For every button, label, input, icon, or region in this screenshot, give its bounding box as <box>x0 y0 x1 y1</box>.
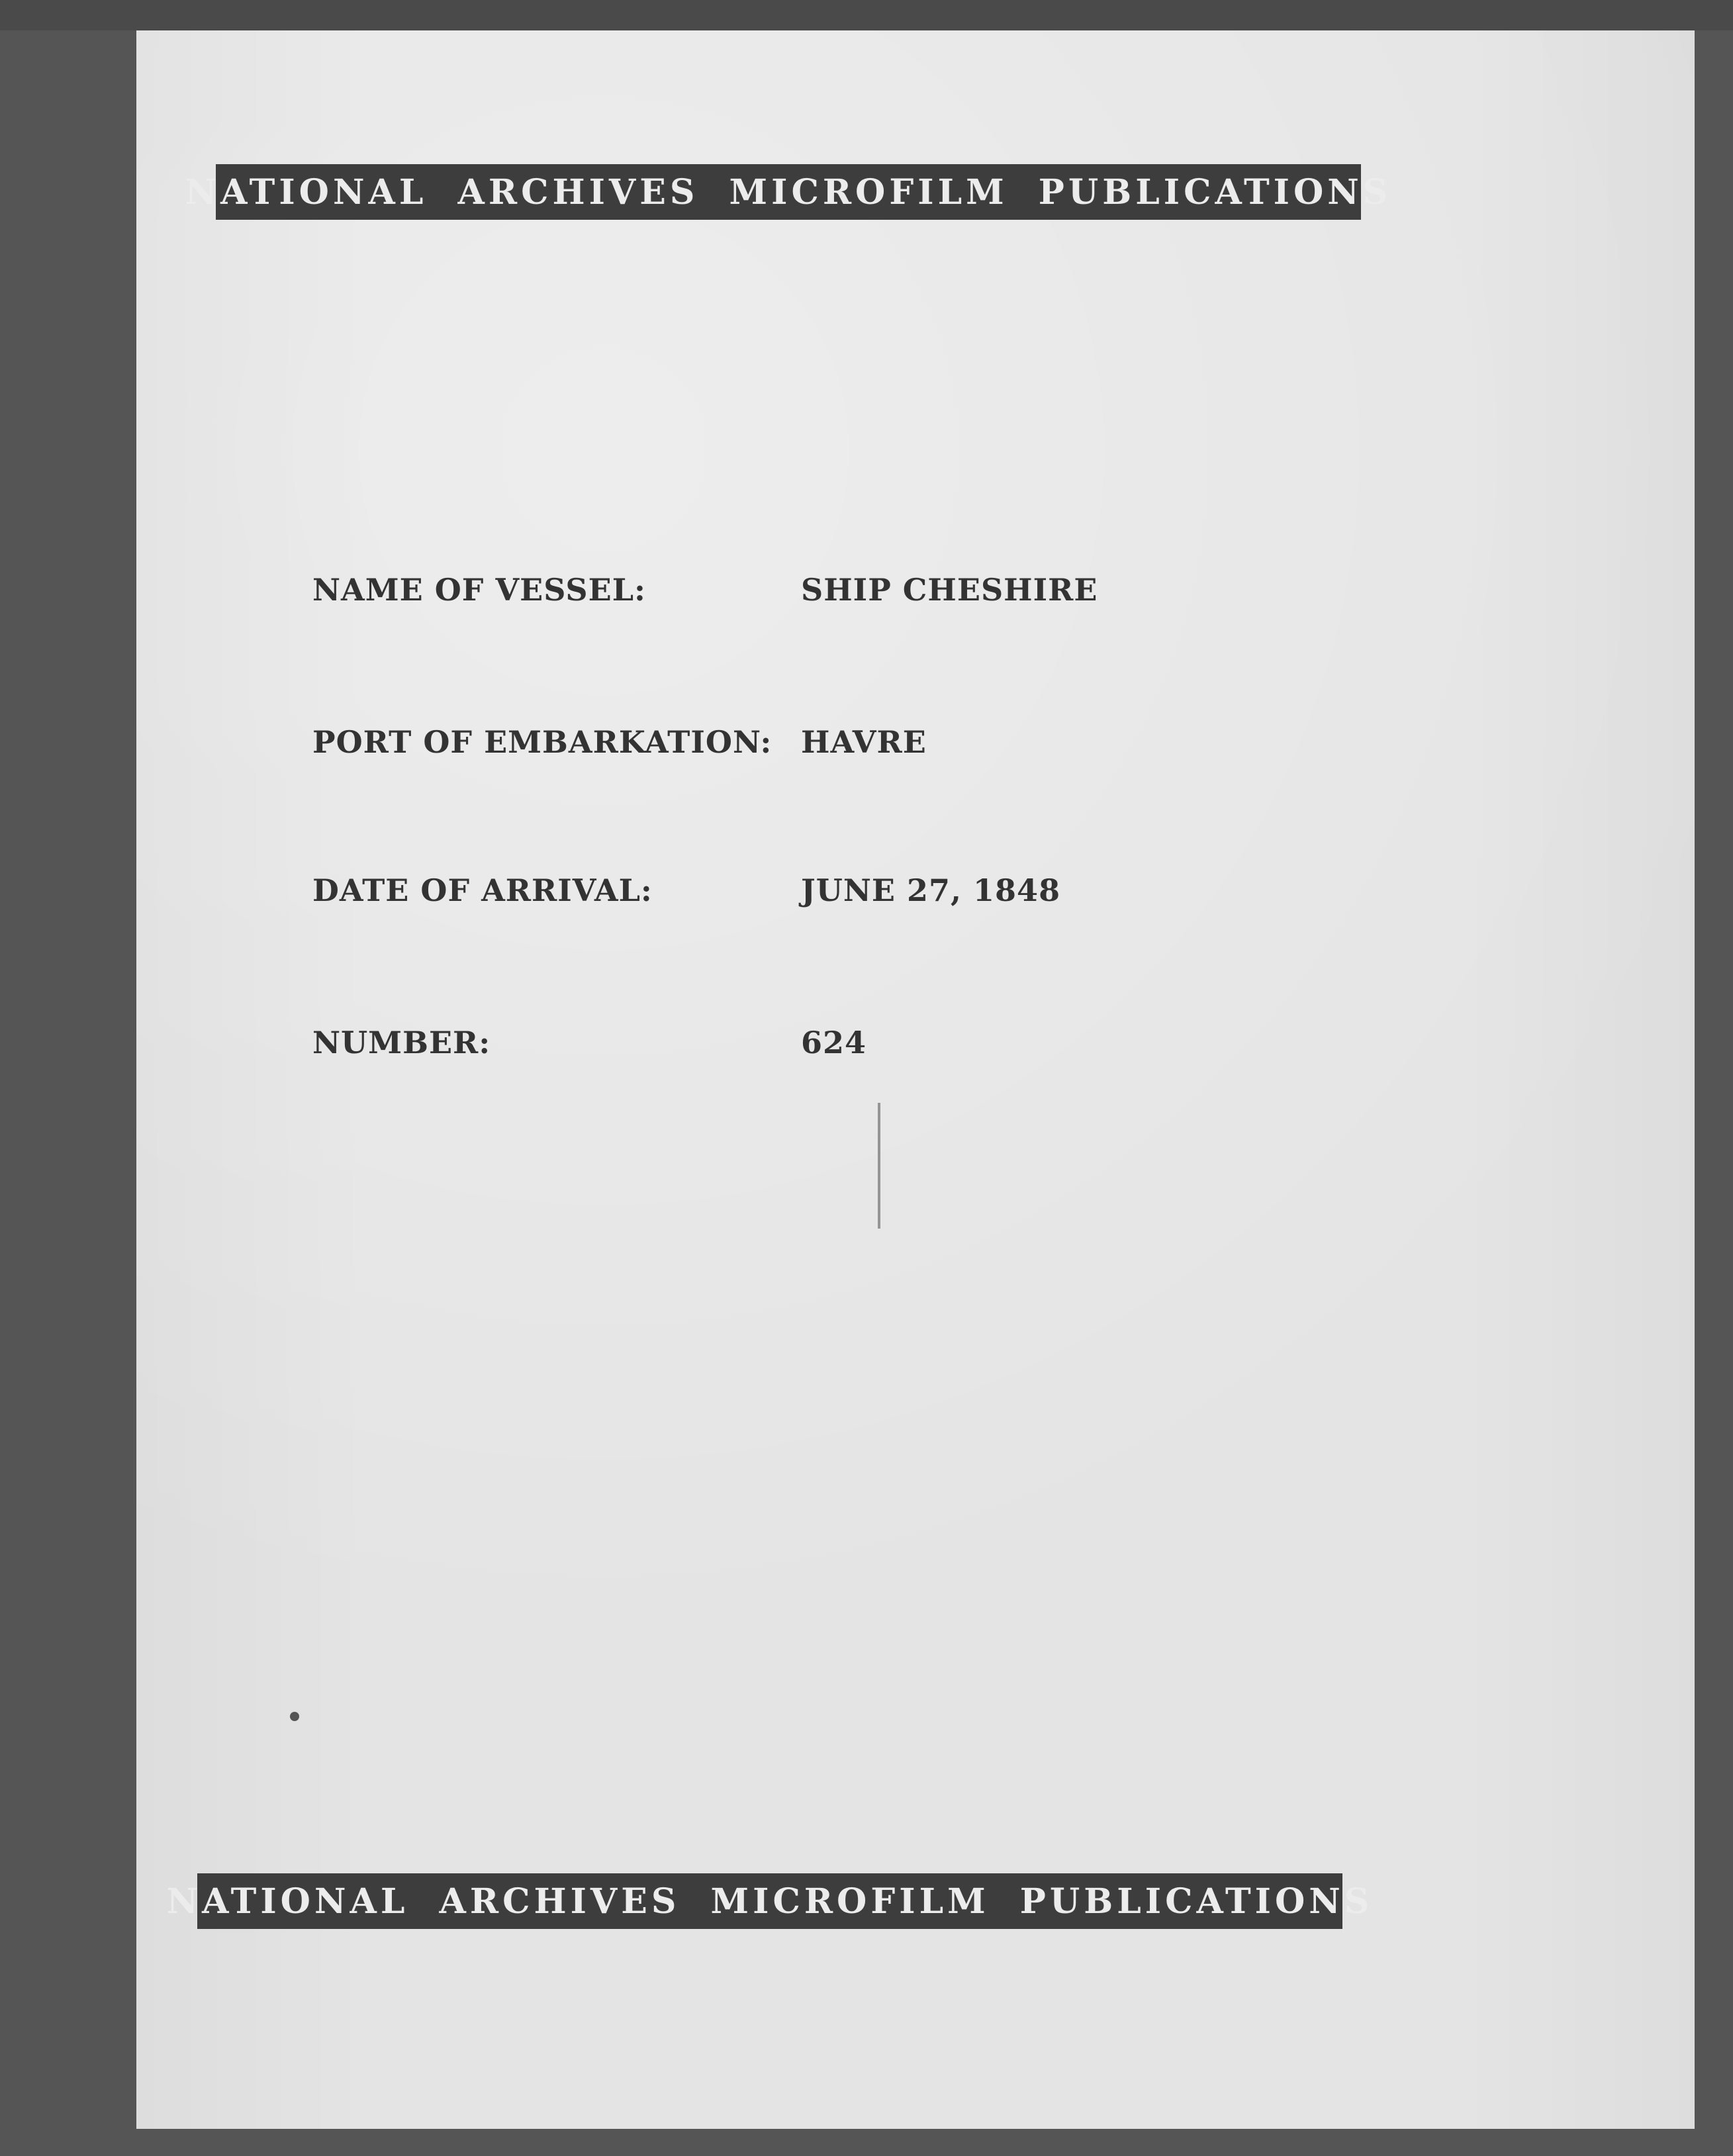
number-label: NUMBER: <box>312 1025 491 1060</box>
date-of-arrival-label: DATE OF ARRIVAL: <box>312 872 653 908</box>
scan-border <box>0 0 1733 30</box>
film-speck <box>290 1712 299 1721</box>
film-scratch <box>878 1103 880 1229</box>
document-page <box>136 30 1695 2129</box>
vessel-name-label: NAME OF VESSEL: <box>312 572 647 608</box>
number-value: 624 <box>801 1025 867 1060</box>
vessel-name-value: SHIP CHESHIRE <box>801 572 1098 608</box>
footer-banner: NATIONAL ARCHIVES MICROFILM PUBLICATIONS <box>197 1873 1342 1929</box>
port-of-embarkation-label: PORT OF EMBARKATION: <box>312 724 773 760</box>
date-of-arrival-value: JUNE 27, 1848 <box>801 872 1061 908</box>
port-of-embarkation-value: HAVRE <box>801 724 927 760</box>
header-banner: NATIONAL ARCHIVES MICROFILM PUBLICATIONS <box>216 164 1361 220</box>
